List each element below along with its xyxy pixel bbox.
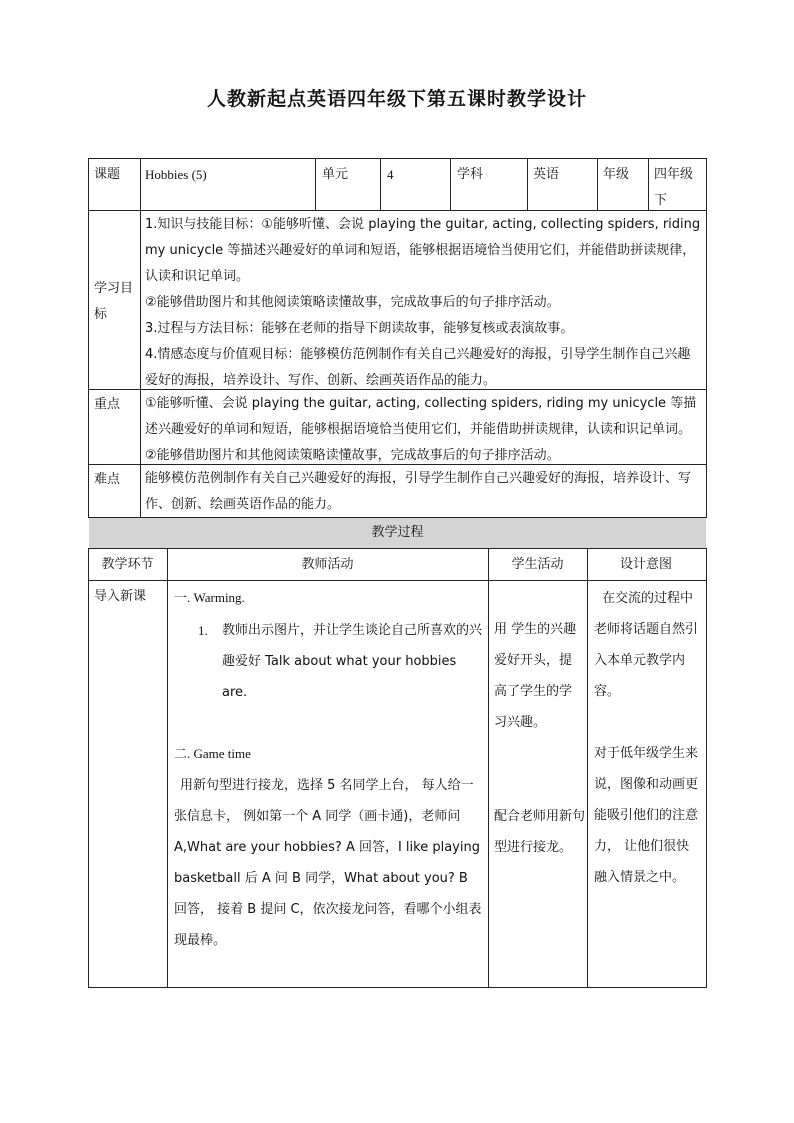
header-teacher: 教师活动	[301, 557, 354, 572]
warming-text: 教师出示图片，并让学生谈论自己所喜欢的兴趣爱好 Talk about what your hobbies are.	[222, 623, 483, 700]
topic-value: Hobbies (5)	[145, 167, 207, 182]
grade-value: 四年级下	[654, 167, 694, 208]
key-point-line: ②能够借助图片和其他阅读策略读懂故事，完成故事后的句子排序活动。	[145, 448, 560, 463]
warming-number: 1.	[198, 623, 208, 638]
intent-text-1: 在交流的过程中老师将话题自然引入本单元教学内容。	[594, 591, 699, 699]
label-objectives: 学习目标	[94, 281, 134, 322]
document-title: 人教新起点英语四年级下第五课时教学设计	[206, 88, 587, 110]
label-unit: 单元	[322, 167, 349, 182]
header-student: 学生活动	[511, 557, 564, 572]
stage-label: 导入新课	[94, 589, 147, 604]
header-intent: 设计意图	[619, 557, 672, 572]
game-time-title: 二. Game time	[174, 746, 251, 761]
objective-line: ②能够借助图片和其他阅读策略读懂故事，完成故事后的句子排序活动。	[145, 295, 560, 310]
process-band-title: 教学过程	[371, 525, 424, 540]
label-subject: 学科	[457, 167, 484, 182]
label-topic: 课题	[94, 167, 121, 182]
difficulties-text: 能够模仿范例制作有关自己兴趣爱好的海报，引导学生制作自己兴趣爱好的海报，培养设计、写作、创新、绘画英语作品的能力。	[145, 471, 692, 512]
key-points-block	[145, 391, 701, 469]
game-time-text: 用新句型进行接龙，选择 5 名同学上台， 每人给一张信息卡， 例如第一个 A 同学（画卡通)，老师问 A,What are your hobbies? A 回答，I like playing basketball 后 A 问 B 同学，What about you? B 回答， 接着 B 提问 C，依次接龙问答，看哪个小组表现最棒。	[174, 778, 482, 948]
student-text-1: 用 学生的兴趣爱好开头，提高了学生的学习兴趣。	[494, 622, 577, 730]
label-grade: 年级	[603, 167, 630, 182]
objectives-block	[145, 212, 701, 394]
label-difficulties: 难点	[94, 472, 121, 487]
objective-line: 4.情感态度与价值观目标：能够模仿范例制作有关自己兴趣爱好的海报，引导学生制作自己兴趣爱好的海报，培养设计、写作、创新、绘画英语作品的能力。	[145, 347, 691, 388]
intent-text-2: 对于低年级学生来说，图像和动画更能吸引他们的注意力， 让他们很快融入情景之中。	[594, 746, 699, 885]
objective-line: 3.过程与方法目标：能够在老师的指导下朗读故事，能够复核或表演故事。	[145, 321, 574, 336]
warming-title: 一. Warming.	[174, 590, 245, 605]
label-key-points: 重点	[94, 397, 121, 412]
subject-value: 英语	[533, 167, 560, 182]
objective-line: 1.知识与技能目标：①能够听懂、会说 playing the guitar, acting, collecting spiders, riding my unicycle 等描述兴趣爱好的单词和短语，能够根据语境恰当使用它们，并能借助拼读规律，认读和识记单词。	[145, 217, 701, 284]
header-stage: 教学环节	[101, 557, 154, 572]
student-text-2: 配合老师用新句型进行接龙。	[494, 809, 586, 855]
key-point-line: ①能够听懂、会说 playing the guitar, acting, collecting spiders, riding my unicycle 等描述兴趣爱好的单词和短语，能够根据语境恰当使用它们，并能借助拼读规律，认读和识记单词。	[145, 396, 697, 437]
unit-value: 4	[387, 167, 394, 182]
